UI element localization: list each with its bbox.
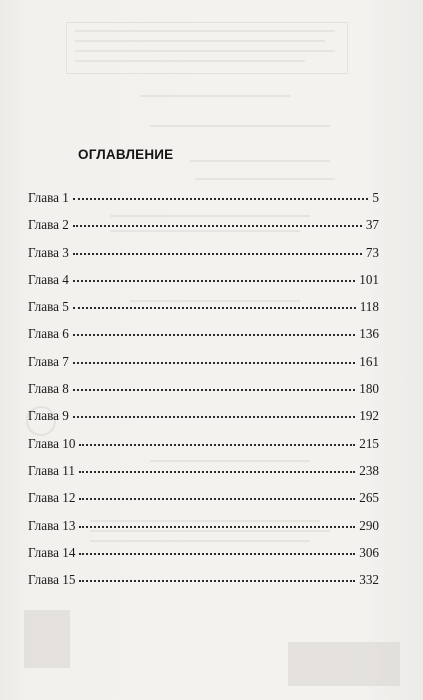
toc-dot-leader	[73, 352, 355, 366]
toc-entry-page-number: 332	[359, 572, 379, 588]
toc-entry	[28, 188, 379, 215]
toc-dot-leader	[79, 570, 355, 584]
toc-entry-label: Глава 13	[28, 517, 76, 533]
toc-entry-page-number: 73	[365, 244, 379, 260]
toc-dot-leader	[79, 461, 355, 475]
toc-entry	[28, 516, 379, 543]
toc-dot-leader	[73, 406, 355, 420]
toc-dot-leader	[73, 270, 355, 284]
toc-entry-label: Глава 6	[28, 326, 69, 342]
toc-entry-label: Глава 14	[28, 544, 76, 560]
toc-dot-leader	[79, 516, 355, 530]
toc-entry	[28, 379, 379, 406]
toc-dot-leader	[79, 488, 355, 502]
toc-entry	[28, 461, 379, 488]
toc-entry-page-number: 215	[359, 435, 379, 451]
toc-entry-page-number: 118	[359, 299, 379, 315]
toc-entry	[28, 543, 379, 570]
toc-dot-leader	[73, 243, 362, 257]
toc-entry-page-number: 161	[359, 353, 379, 369]
toc-entry	[28, 570, 379, 597]
toc-entry-label: Глава 8	[28, 381, 69, 397]
toc-entry-label: Глава 15	[28, 572, 76, 588]
toc-entry-label: Глава 2	[28, 217, 69, 233]
toc-dot-leader	[73, 215, 362, 229]
table-of-contents	[28, 188, 379, 597]
toc-entry-page-number: 306	[359, 544, 379, 560]
toc-entry-label: Глава 7	[28, 353, 69, 369]
toc-entry	[28, 243, 379, 270]
toc-entry-page-number: 5	[372, 190, 379, 205]
bleed-through-publisher-mark	[24, 610, 70, 668]
toc-entry-page-number: 101	[359, 271, 379, 287]
toc-entry	[28, 297, 379, 324]
toc-dot-leader	[79, 543, 355, 557]
toc-entry-page-number: 136	[359, 326, 379, 342]
toc-entry-page-number: 192	[359, 408, 379, 424]
toc-heading: ОГЛАВЛЕНИЕ	[78, 147, 174, 162]
toc-entry	[28, 352, 379, 379]
toc-entry	[28, 488, 379, 515]
toc-entry-page-number: 290	[359, 517, 379, 533]
bleed-through-line	[75, 50, 335, 52]
toc-entry-page-number: 238	[359, 462, 379, 478]
bleed-through-line	[140, 95, 290, 97]
toc-entry-label: Глава 4	[28, 271, 69, 287]
bleed-through-line	[75, 40, 325, 42]
toc-entry-page-number: 180	[359, 381, 379, 397]
bleed-through-line	[150, 125, 330, 127]
toc-entry-label: Глава 9	[28, 408, 69, 424]
toc-entry-label: Глава 10	[28, 435, 76, 451]
bleed-through-line	[75, 60, 305, 62]
toc-entry-label: Глава 5	[28, 299, 69, 315]
toc-entry-label: Глава 12	[28, 490, 76, 506]
toc-dot-leader	[73, 324, 355, 338]
toc-entry	[28, 324, 379, 351]
toc-entry-label: Глава 1	[28, 190, 69, 205]
toc-dot-leader	[73, 379, 355, 393]
toc-entry-page-number: 37	[365, 217, 379, 233]
bleed-through-line	[190, 160, 330, 162]
toc-entry	[28, 215, 379, 242]
toc-entry	[28, 434, 379, 461]
bleed-through-line	[195, 178, 335, 180]
toc-dot-leader	[73, 188, 369, 202]
toc-dot-leader	[79, 434, 355, 448]
toc-entry	[28, 406, 379, 433]
toc-entry-page-number: 265	[359, 490, 379, 506]
bleed-through-line	[75, 30, 335, 32]
toc-dot-leader	[73, 297, 356, 311]
toc-entry	[28, 270, 379, 297]
bleed-through-barcode	[288, 642, 400, 686]
toc-entry-label: Глава 3	[28, 244, 69, 260]
toc-entry-label: Глава 11	[28, 462, 75, 478]
